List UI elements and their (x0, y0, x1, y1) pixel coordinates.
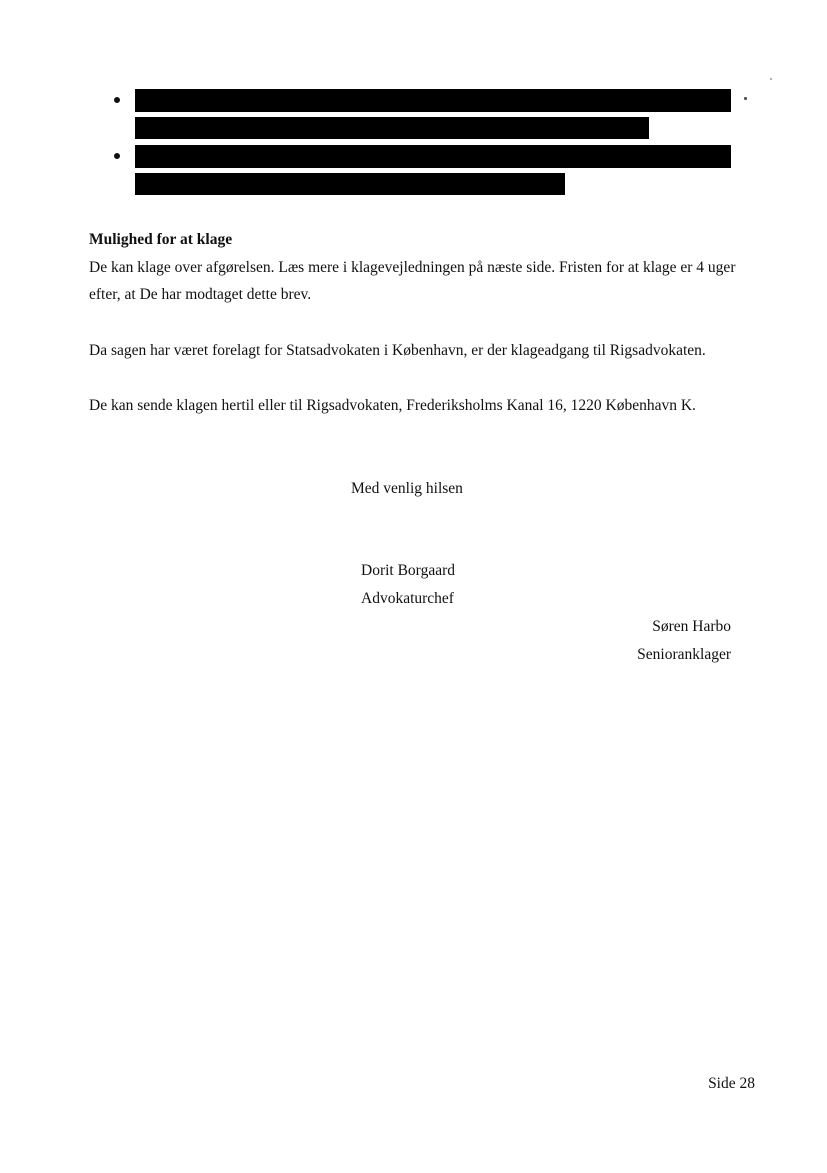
appeal-authority-paragraph: Da sagen har været forelagt for Statsadvokaten i København, er der klageadgang til Rigsadvokaten. (89, 342, 706, 359)
signer-2-name: Søren Harbo (652, 618, 731, 635)
complaint-paragraph-line-1: De kan klage over afgørelsen. Læs mere i klagevejledningen på næste side. Fristen for at klage er 4 uger (89, 259, 736, 276)
complaint-paragraph-line-2: efter, at De har modtaget dette brev. (89, 286, 312, 303)
bullet-2 (114, 153, 120, 159)
appeal-address-paragraph: De kan sende klagen hertil eller til Rigsadvokaten, Frederiksholms Kanal 16, 1220 København K. (89, 397, 696, 414)
redaction-block-2 (135, 117, 649, 139)
redaction-block-4 (135, 173, 565, 195)
redaction-block-3 (135, 145, 731, 168)
complaint-heading: Mulighed for at klage (89, 231, 233, 248)
scan-speck (770, 78, 772, 80)
signer-1-title: Advokaturchef (361, 590, 454, 607)
bullet-1 (114, 97, 120, 103)
scan-speck (744, 97, 747, 100)
signer-1-name: Dorit Borgaard (361, 562, 455, 579)
signer-2-title: Senioranklager (637, 646, 731, 663)
closing-greeting: Med venlig hilsen (351, 480, 463, 497)
redaction-block-1 (135, 89, 731, 112)
page-number: Side 28 (708, 1075, 755, 1092)
